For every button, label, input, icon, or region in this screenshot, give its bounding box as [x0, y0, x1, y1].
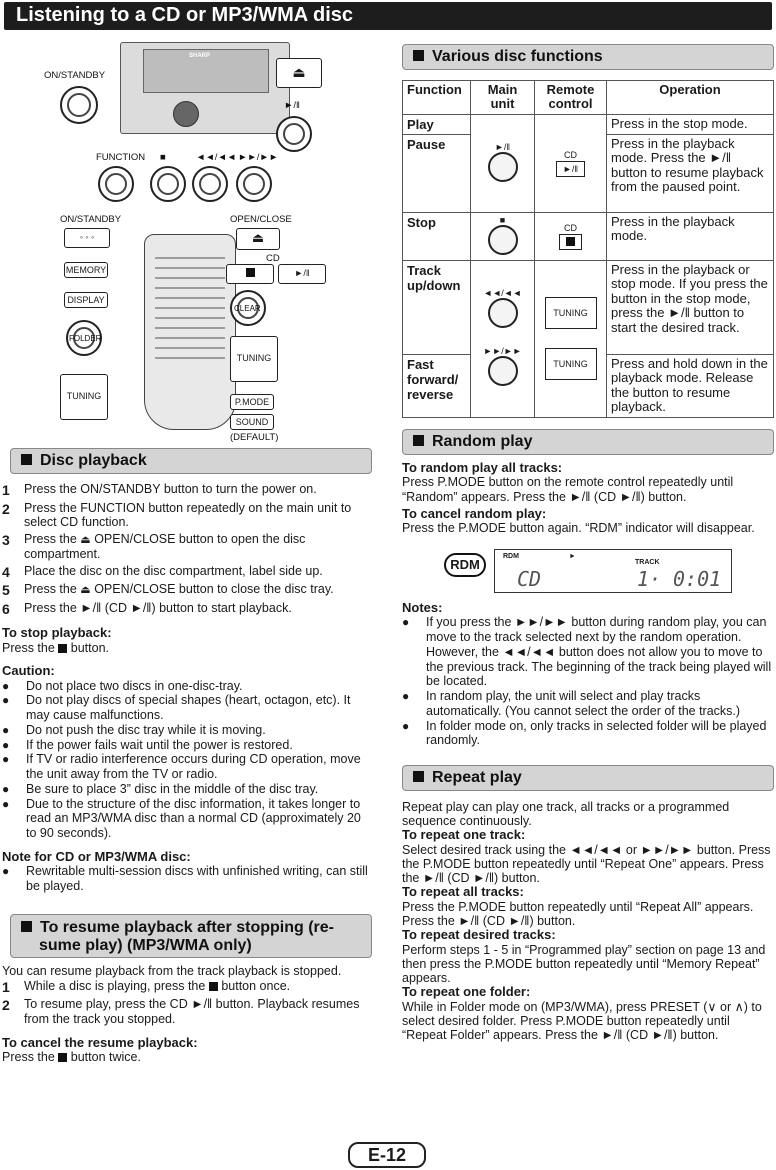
tuning-down-icon: TUNING	[545, 297, 597, 329]
table-row: Stop ■ CD Press in the playback mode.	[403, 212, 774, 260]
col-function: Function	[403, 81, 471, 115]
play-pause-icon	[488, 152, 518, 182]
prev-label: ◄◄/◄◄	[196, 152, 237, 163]
brand-logo: SHARP	[189, 53, 211, 59]
caution-item: ● If TV or radio interference occurs during CD operation, move the unit away from the TV or radio.	[2, 752, 361, 782]
eject-callout: ⏏	[276, 58, 322, 88]
resume-body	[2, 964, 374, 1065]
caution-item: ● Due to the structure of the disc information, it takes longer to read an MP3/WMA disc than a normal CD (approximately 20 to 90 seconds).	[2, 796, 361, 841]
stop-playback-title: To stop playback:	[2, 625, 112, 641]
random-body	[402, 460, 774, 536]
eject-icon: ⏏	[80, 584, 91, 597]
caution-item: ● If the power fails wait until the power is restored.	[2, 737, 293, 752]
tuning-up-icon: TUNING	[545, 348, 597, 380]
resume-intro: You can resume playback from the track playback is stopped.	[2, 964, 342, 978]
page-number: E-12	[348, 1142, 426, 1168]
tuning-left-label: TUNING	[66, 391, 102, 401]
remote-on-standby-label: ON/STANDBY	[60, 214, 122, 225]
next-button-icon	[488, 356, 518, 386]
stop-playback-text: Press the button.	[2, 640, 110, 655]
random-all-text: Press P.MODE button on the remote control repeatedly until “Random” appears. Press the ►/‖ (CD ►/‖) button.	[402, 475, 734, 505]
resume-step-2: 2 To resume play, press the CD ►/‖ button. Playback resumes from the track you stopped.	[2, 997, 360, 1027]
random-cancel-text: Press the P.MODE button again. “RDM” indicator will disappear.	[402, 521, 755, 536]
skip-main-pic: ◄◄/◄◄ ►►/►►	[471, 260, 535, 417]
random-notes	[402, 600, 774, 748]
repeat-desired-text: Perform steps 1 - 5 in “Programmed play” section on page 13 and then press the P.MODE button repeatedly until “Memory Repeat” appears.	[402, 942, 766, 986]
lcd-time: 0:01	[673, 567, 722, 591]
repeat-all-text: Press the P.MODE button repeatedly until “Repeat All” appears. Press the ►/‖ (CD ►/‖) button.	[402, 900, 754, 929]
table-row: Fast forward/ reverse Press and hold down in the playback mode. Release the button to resume playback.	[403, 354, 774, 417]
random-note-item: ● In random play, the unit will select and play tracks automatically. (You cannot select the order of the tracks.)	[402, 689, 741, 718]
cd-play-callout: ►/‖	[278, 264, 326, 284]
on-standby-button-drawing	[60, 86, 98, 124]
col-main-unit: Main unit	[471, 81, 535, 115]
col-operation: Operation	[607, 81, 774, 115]
eject-icon: ⏏	[80, 534, 91, 547]
resume-header-line2: sume play) (MP3/WMA only)	[39, 937, 252, 955]
lcd-cd: CD	[517, 567, 542, 591]
memory-callout: MEMORY	[64, 262, 108, 278]
lcd-play: ►	[569, 553, 576, 560]
tuning-label: TUNING	[236, 353, 272, 363]
lcd-track: TRACK	[635, 559, 660, 566]
repeat-one-title: To repeat one track:	[402, 827, 526, 843]
next-button-drawing	[236, 166, 272, 202]
random-note-item: ● If you press the ►►/►► button during random play, you can move to the track selected next by the random operation. However, the ◄◄/◄◄ button does not allow you to move to the previous track. The beginning of the track being played will be located.	[402, 615, 772, 689]
remote-keypad	[155, 249, 225, 359]
cd-play-icon: ►/‖	[556, 161, 585, 177]
unit-dial	[173, 101, 199, 127]
main-unit-drawing	[120, 42, 290, 134]
resume-header	[10, 914, 372, 958]
default-label: (DEFAULT)	[230, 432, 279, 443]
remote-control-drawing	[144, 234, 236, 430]
rdm-indicator-callout: RDM	[444, 553, 486, 577]
caution-item: ● Do not play discs of special shapes (heart, octagon, etc). It may cause malfunctions.	[2, 693, 351, 723]
table-row: Track up/down ◄◄/◄◄ ►►/►► TUNING TUNING Press in the playback or stop mode. If you press the button in the stop mode, press the ►/‖ button to start the desired track.	[403, 260, 774, 354]
play-remote-pic: CD ►/‖	[535, 114, 607, 212]
col-remote: Remote control	[535, 81, 607, 115]
stop-button-icon	[488, 225, 518, 255]
cd-stop-callout	[226, 264, 274, 284]
stop-button-drawing	[150, 166, 186, 202]
step-1: 1 Press the ON/STANDBY button to turn the power on.	[2, 482, 317, 498]
prev-button-icon	[488, 298, 518, 328]
display-callout: DISPLAY	[64, 292, 108, 308]
random-note-item: ● In folder mode on, only tracks in selected folder will be played randomly.	[402, 718, 767, 748]
table-header-row	[403, 81, 774, 115]
step-3: 3 Press the ⏏ OPEN/CLOSE button to open the disc compartment.	[2, 532, 306, 561]
play-pause-label: ►/‖	[284, 100, 300, 111]
skip-remote-pic	[535, 260, 607, 417]
play-pause-button-drawing	[276, 116, 312, 152]
repeat-folder-title: To repeat one folder:	[402, 984, 531, 1000]
cd-label: CD	[266, 253, 280, 264]
table-row: Play ►/‖ CD ►/‖ Press in the stop mode.	[403, 114, 774, 134]
cd-stop-icon	[559, 234, 582, 250]
disc-playback-header	[10, 448, 372, 474]
table-row: Pause Press in the playback mode. Press the ►/‖ button to resume playback from the paused point.	[403, 134, 774, 212]
random-header-text: Random play	[432, 433, 533, 450]
repeat-body	[402, 800, 774, 1042]
folder-label: FOLDER	[69, 334, 102, 343]
caution-title: Caution:	[2, 663, 55, 679]
tuning-down-callout	[60, 374, 108, 420]
product-illustration	[40, 38, 370, 443]
stop-icon	[58, 1053, 67, 1062]
step-6: 6 Press the ►/‖ (CD ►/‖) button to start playback.	[2, 600, 292, 617]
stop-icon	[209, 982, 218, 991]
play-main-pic: ►/‖	[471, 114, 535, 212]
prev-button-drawing	[192, 166, 228, 202]
lcd-track-num: 1·	[637, 567, 662, 591]
lcd-rdm: RDM	[503, 553, 519, 560]
function-label: FUNCTION	[96, 152, 146, 163]
clear-label: CLEAR	[234, 304, 261, 313]
step-5: 5 Press the ⏏ OPEN/CLOSE button to close the disc tray.	[2, 582, 334, 599]
disc-playback-header-text: Disc playback	[40, 452, 147, 469]
random-cancel-title: To cancel random play:	[402, 505, 547, 521]
page-title: Listening to a CD or MP3/WMA disc	[4, 2, 772, 30]
repeat-header-text: Repeat play	[432, 769, 522, 786]
caution-item: ● Do not place two discs in one-disc-tray.	[2, 678, 243, 693]
tuning-up-callout	[230, 336, 278, 382]
function-button-drawing	[98, 166, 134, 202]
sound-callout: SOUND	[230, 414, 274, 430]
resume-step-1: 1 While a disc is playing, press the button once.	[2, 978, 291, 995]
on-standby-label: ON/STANDBY	[44, 70, 106, 81]
functions-table	[402, 80, 774, 418]
open-close-callout: ⏏	[236, 228, 280, 250]
various-header-text: Various disc functions	[432, 48, 603, 65]
step-2: 2 Press the FUNCTION button repeatedly on the main unit to select CD function.	[2, 500, 352, 530]
cancel-resume-title: To cancel the resume playback:	[2, 1034, 198, 1050]
repeat-one-text: Select desired track using the ◄◄/◄◄ or ►►/►► button. Press the P.MODE button repeatedly until “Repeat One” appears. Press the ►/‖ (CD ►/‖) button.	[402, 842, 771, 886]
cancel-resume-text: Press the button twice.	[2, 1050, 141, 1065]
caution-item: ● Be sure to place 3” disc in the middle of the disc tray.	[2, 781, 319, 796]
resume-header-line1: To resume playback after stopping (re-	[40, 919, 334, 936]
open-close-label: OPEN/CLOSE	[230, 214, 292, 225]
random-header	[402, 429, 774, 455]
stop-remote-pic: CD	[535, 212, 607, 260]
repeat-desired-title: To repeat desired tracks:	[402, 927, 556, 943]
repeat-intro: Repeat play can play one track, all tracks or a programmed sequence continuously.	[402, 800, 730, 829]
stop-main-pic: ■	[471, 212, 535, 260]
various-header	[402, 44, 774, 70]
remote-on-standby-callout: ◦ ◦ ◦	[64, 228, 110, 248]
lcd-display	[494, 549, 732, 593]
step-4: 4 Place the disc on the disc compartment, label side up.	[2, 563, 323, 580]
note-item: ● Rewritable multi-session discs with unfinished writing, can still be played.	[2, 864, 368, 894]
repeat-folder-text: While in Folder mode on (MP3/WMA), press PRESET (∨ or ∧) to select desired folder. Press P.MODE button repeatedly until “Repeat Folder” appears. Press the ►/‖ (CD ►/‖) button.	[402, 1000, 762, 1043]
note-title: Note for CD or MP3/WMA disc:	[2, 848, 191, 864]
disc-playback-body	[2, 482, 374, 894]
pmode-callout: P.MODE	[230, 394, 274, 410]
next-label: ►►/►►	[238, 152, 279, 163]
stop-label: ■	[160, 152, 166, 163]
random-notes-title: Notes:	[402, 600, 443, 615]
repeat-all-title: To repeat all tracks:	[402, 884, 524, 900]
repeat-header	[402, 765, 774, 791]
caution-item: ● Do not push the disc tray while it is moving.	[2, 722, 266, 737]
random-all-title: To random play all tracks:	[402, 460, 563, 475]
stop-icon	[58, 644, 67, 653]
